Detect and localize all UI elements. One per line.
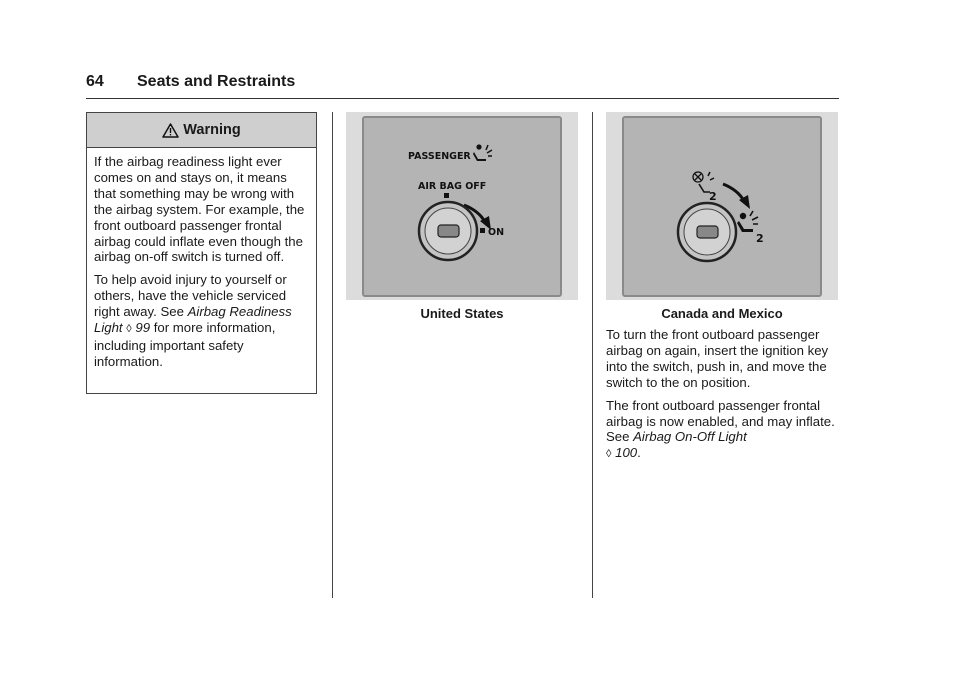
- warning-paragraph-1: If the airbag readiness light ever comes on and stays on, it means that something may be wrong with the airbag system. For example, the front outboard passenger frontal airbag could inflate even though the airbag on-off switch is turned off.: [94, 154, 305, 265]
- airbag-readiness-light-link[interactable]: Airbag Readiness Light: [94, 304, 292, 336]
- warning-title: Warning: [183, 122, 241, 138]
- page-number: 64: [86, 73, 104, 90]
- airbag-off-label: AIR BAG OFF: [418, 181, 487, 192]
- section-title: Seats and Restraints: [137, 73, 296, 90]
- figure-united-states: [346, 112, 578, 300]
- warning-text: for more information, including important safety information.: [94, 320, 276, 369]
- off-indicator: [444, 193, 449, 198]
- airbag-on-symbol-icon: [737, 211, 758, 232]
- body-paragraph-1: To turn the front outboard passenger airbag on again, insert the ignition key into the switch, push in, and move the switch to the on position.: [606, 327, 829, 390]
- body-text: [606, 327, 842, 470]
- passenger-label: PASSENGER: [408, 151, 471, 162]
- warning-triangle-icon: [162, 123, 179, 138]
- airbag-on-off-light-link[interactable]: Airbag On-Off Light: [633, 429, 747, 445]
- page-ref-arrow-icon: ◊: [606, 448, 612, 461]
- page-reference[interactable]: 100: [615, 445, 638, 461]
- caption-canada-mexico: Canada and Mexico: [661, 306, 783, 321]
- warning-text: To help avoid injury to yourself or others, have the vehicle serviced right away. See: [94, 272, 287, 320]
- page-reference[interactable]: 99: [135, 320, 151, 336]
- passenger-airbag-icon: [473, 144, 492, 161]
- airbag-on-number: 2: [756, 232, 764, 245]
- key-switch[interactable]: [419, 202, 477, 260]
- column-divider-right: [592, 112, 593, 598]
- body-paragraph-2: [606, 398, 842, 464]
- body-text-span: The front outboard passenger frontal airbag is now enabled, and may inflate. See: [606, 397, 835, 445]
- key-switch[interactable]: [678, 203, 736, 261]
- figure-canada-mexico: [606, 112, 838, 300]
- page-ref-arrow-icon: ◊: [126, 323, 132, 336]
- turn-arrow-icon: [723, 184, 744, 201]
- on-label: ON: [488, 227, 505, 238]
- warning-paragraph-2: [94, 272, 310, 369]
- warning-header: [87, 113, 316, 148]
- page-header: [86, 70, 839, 99]
- airbag-off-number: 2: [709, 190, 717, 203]
- caption-united-states: United States: [420, 306, 504, 321]
- column-divider-left: [332, 112, 333, 598]
- airbag-off-symbol-icon: [693, 172, 714, 192]
- body-text-span: .: [637, 445, 641, 461]
- warning-body: [87, 148, 316, 370]
- on-indicator: [480, 228, 485, 233]
- warning-box: [86, 112, 317, 394]
